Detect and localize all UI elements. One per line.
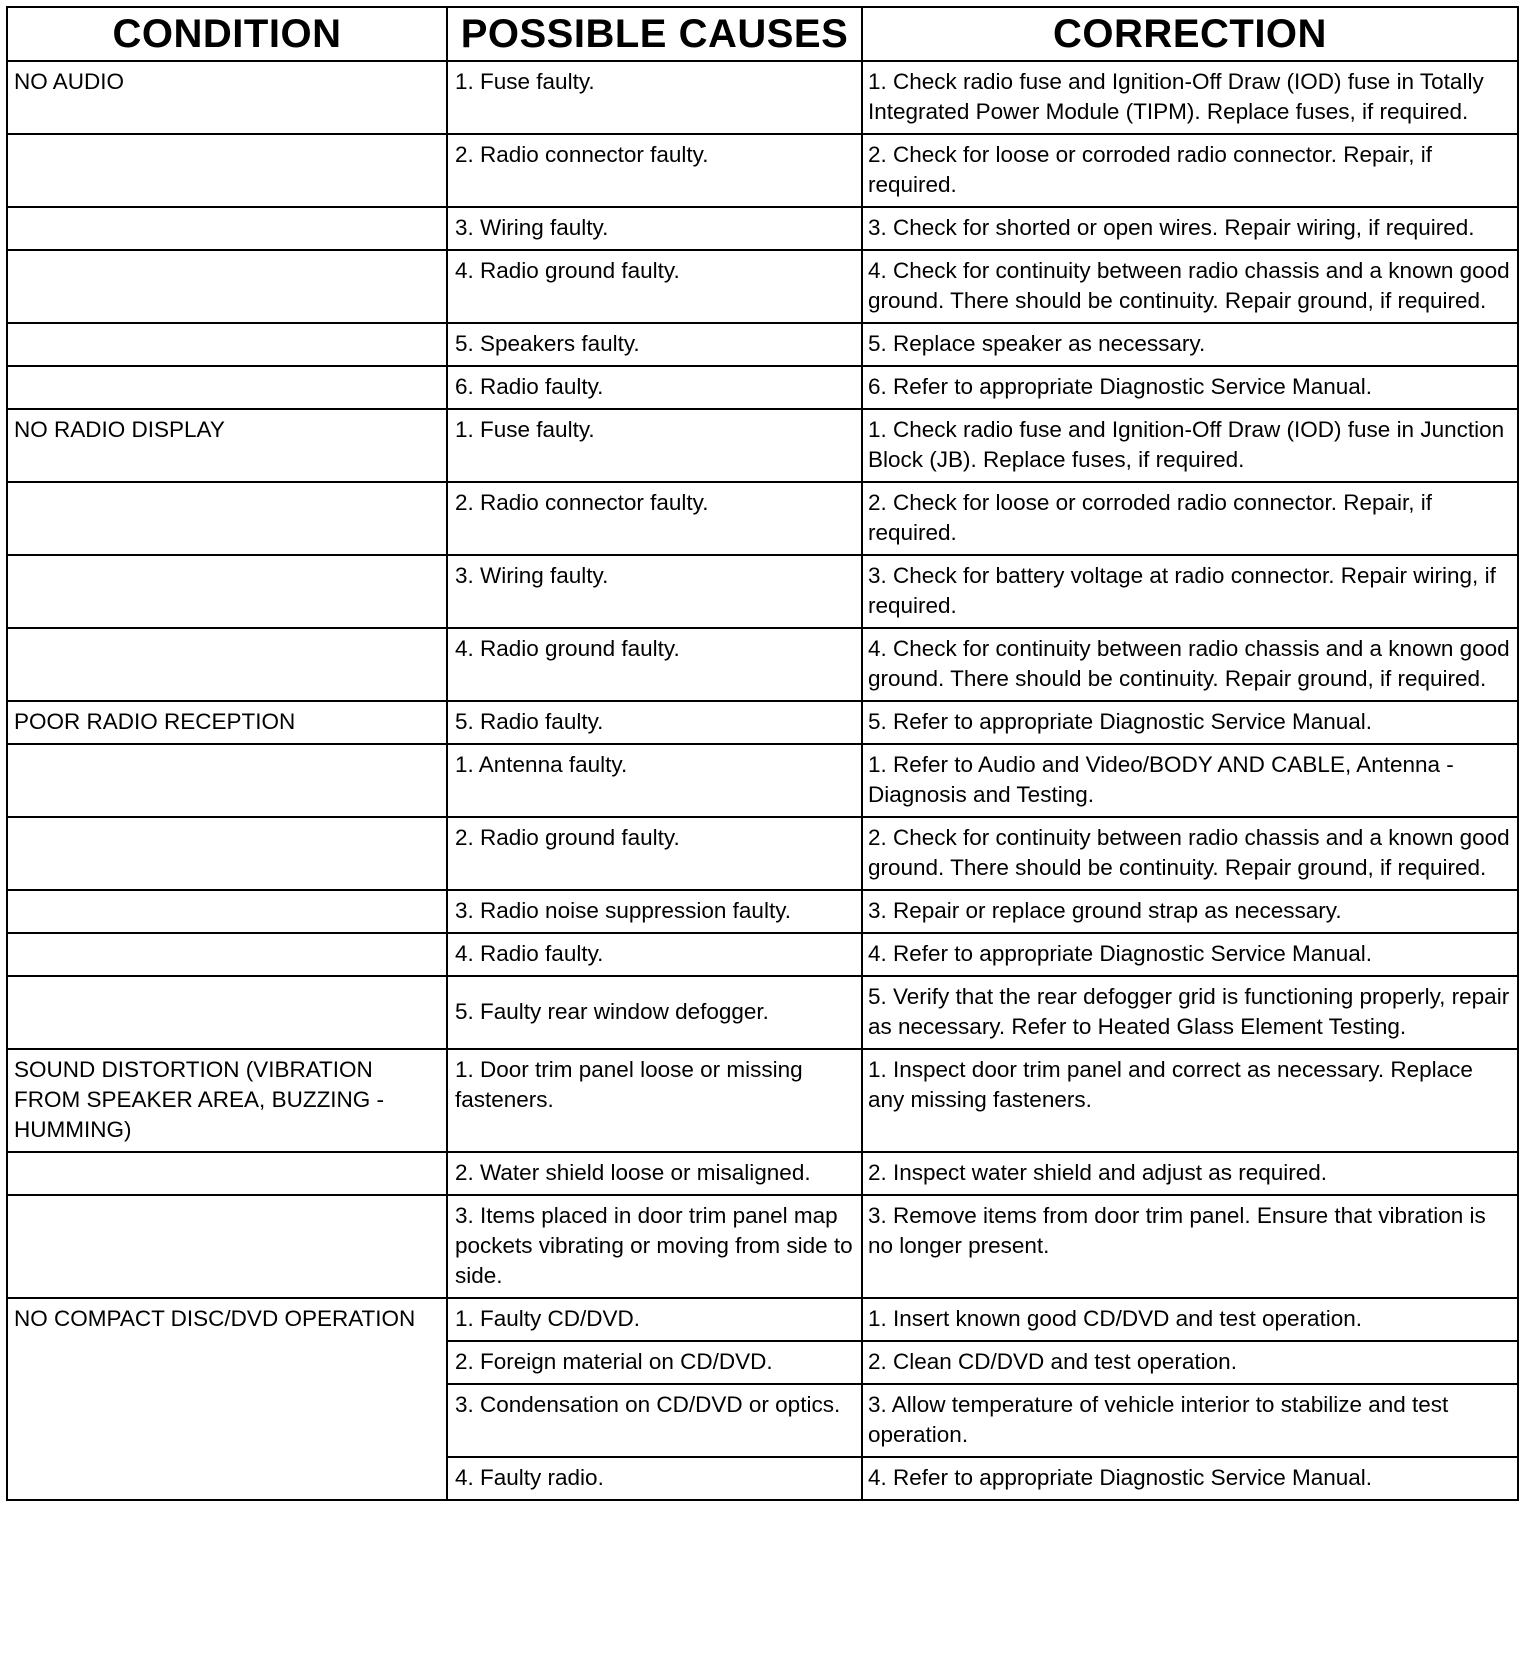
table-row [7, 933, 1518, 976]
condition-cell: NO AUDIO [7, 61, 447, 134]
possible-cause-cell: 2. Radio connector faulty. [447, 134, 862, 207]
correction-cell: 1. Inspect door trim panel and correct as necessary. Replace any missing fasteners. [862, 1049, 1518, 1152]
possible-cause-cell: 3. Radio noise suppression faulty. [447, 890, 862, 933]
header-row [7, 7, 1518, 61]
table-row [7, 134, 1518, 207]
correction-cell: 6. Refer to appropriate Diagnostic Service Manual. [862, 366, 1518, 409]
correction-cell: 4. Refer to appropriate Diagnostic Service Manual. [862, 933, 1518, 976]
possible-cause-cell: 4. Faulty radio. [447, 1457, 862, 1500]
possible-cause-cell: 4. Radio faulty. [447, 933, 862, 976]
condition-cell: NO RADIO DISPLAY [7, 409, 447, 482]
condition-cell [7, 890, 447, 933]
condition-cell [7, 323, 447, 366]
table-row [7, 366, 1518, 409]
correction-cell: 2. Clean CD/DVD and test operation. [862, 1341, 1518, 1384]
correction-cell: 5. Refer to appropriate Diagnostic Service Manual. [862, 701, 1518, 744]
correction-cell: 3. Check for shorted or open wires. Repair wiring, if required. [862, 207, 1518, 250]
table-row [7, 61, 1518, 134]
correction-cell: 3. Repair or replace ground strap as necessary. [862, 890, 1518, 933]
possible-cause-cell: 1. Antenna faulty. [447, 744, 862, 817]
table-row [7, 409, 1518, 482]
possible-cause-cell: 3. Wiring faulty. [447, 555, 862, 628]
diagnosis-table [6, 6, 1519, 1501]
correction-cell: 1. Check radio fuse and Ignition-Off Draw (IOD) fuse in Totally Integrated Power Module (TIPM). Replace fuses, if required. [862, 61, 1518, 134]
correction-cell: 3. Remove items from door trim panel. Ensure that vibration is no longer present. [862, 1195, 1518, 1298]
table-row [7, 976, 1518, 1049]
possible-cause-cell: 5. Speakers faulty. [447, 323, 862, 366]
condition-cell [7, 207, 447, 250]
possible-cause-cell: 3. Condensation on CD/DVD or optics. [447, 1384, 862, 1457]
table-row [7, 744, 1518, 817]
table-row [7, 817, 1518, 890]
possible-cause-cell: 4. Radio ground faulty. [447, 628, 862, 701]
correction-cell: 3. Check for battery voltage at radio connector. Repair wiring, if required. [862, 555, 1518, 628]
possible-cause-cell: 2. Radio ground faulty. [447, 817, 862, 890]
condition-cell [7, 628, 447, 701]
possible-cause-cell: 5. Radio faulty. [447, 701, 862, 744]
header-condition: CONDITION [7, 7, 447, 61]
correction-cell: 3. Allow temperature of vehicle interior to stabilize and test operation. [862, 1384, 1518, 1457]
table-row [7, 207, 1518, 250]
table-row [7, 323, 1518, 366]
correction-cell: 1. Refer to Audio and Video/BODY AND CABLE, Antenna - Diagnosis and Testing. [862, 744, 1518, 817]
condition-cell: NO COMPACT DISC/DVD OPERATION [7, 1298, 447, 1500]
table-body [7, 61, 1518, 1500]
correction-cell: 4. Check for continuity between radio chassis and a known good ground. There should be continuity. Repair ground, if required. [862, 628, 1518, 701]
condition-cell [7, 1152, 447, 1195]
possible-cause-cell: 2. Water shield loose or misaligned. [447, 1152, 862, 1195]
condition-cell [7, 817, 447, 890]
correction-cell: 4. Refer to appropriate Diagnostic Service Manual. [862, 1457, 1518, 1500]
correction-cell: 1. Insert known good CD/DVD and test operation. [862, 1298, 1518, 1341]
table-row [7, 1195, 1518, 1298]
table-row [7, 890, 1518, 933]
condition-cell [7, 976, 447, 1049]
header-possible-causes: POSSIBLE CAUSES [447, 7, 862, 61]
condition-cell [7, 366, 447, 409]
possible-cause-cell: 5. Faulty rear window defogger. [447, 976, 862, 1049]
possible-cause-cell: 1. Faulty CD/DVD. [447, 1298, 862, 1341]
condition-cell [7, 482, 447, 555]
condition-cell [7, 744, 447, 817]
condition-cell [7, 555, 447, 628]
header-correction: CORRECTION [862, 7, 1518, 61]
possible-cause-cell: 2. Radio connector faulty. [447, 482, 862, 555]
possible-cause-cell: 3. Wiring faulty. [447, 207, 862, 250]
table-row [7, 1152, 1518, 1195]
possible-cause-cell: 1. Fuse faulty. [447, 409, 862, 482]
table-row [7, 482, 1518, 555]
possible-cause-cell: 4. Radio ground faulty. [447, 250, 862, 323]
correction-cell: 2. Inspect water shield and adjust as required. [862, 1152, 1518, 1195]
table-row [7, 1298, 1518, 1341]
correction-cell: 5. Replace speaker as necessary. [862, 323, 1518, 366]
possible-cause-cell: 3. Items placed in door trim panel map pockets vibrating or moving from side to side. [447, 1195, 862, 1298]
condition-cell: POOR RADIO RECEPTION [7, 701, 447, 744]
table-row [7, 628, 1518, 701]
condition-cell: SOUND DISTORTION (VIBRATION FROM SPEAKER AREA, BUZZING - HUMMING) [7, 1049, 447, 1152]
possible-cause-cell: 1. Door trim panel loose or missing fasteners. [447, 1049, 862, 1152]
condition-cell [7, 250, 447, 323]
table-row [7, 555, 1518, 628]
correction-cell: 1. Check radio fuse and Ignition-Off Draw (IOD) fuse in Junction Block (JB). Replace fuses, if required. [862, 409, 1518, 482]
possible-cause-cell: 2. Foreign material on CD/DVD. [447, 1341, 862, 1384]
table-row [7, 1049, 1518, 1152]
possible-cause-cell: 1. Fuse faulty. [447, 61, 862, 134]
possible-cause-cell: 6. Radio faulty. [447, 366, 862, 409]
correction-cell: 2. Check for loose or corroded radio connector. Repair, if required. [862, 482, 1518, 555]
correction-cell: 2. Check for loose or corroded radio connector. Repair, if required. [862, 134, 1518, 207]
condition-cell [7, 933, 447, 976]
correction-cell: 2. Check for continuity between radio chassis and a known good ground. There should be continuity. Repair ground, if required. [862, 817, 1518, 890]
table-row [7, 701, 1518, 744]
correction-cell: 4. Check for continuity between radio chassis and a known good ground. There should be continuity. Repair ground, if required. [862, 250, 1518, 323]
table-row [7, 250, 1518, 323]
condition-cell [7, 134, 447, 207]
correction-cell: 5. Verify that the rear defogger grid is functioning properly, repair as necessary. Refer to Heated Glass Element Testing. [862, 976, 1518, 1049]
condition-cell [7, 1195, 447, 1298]
